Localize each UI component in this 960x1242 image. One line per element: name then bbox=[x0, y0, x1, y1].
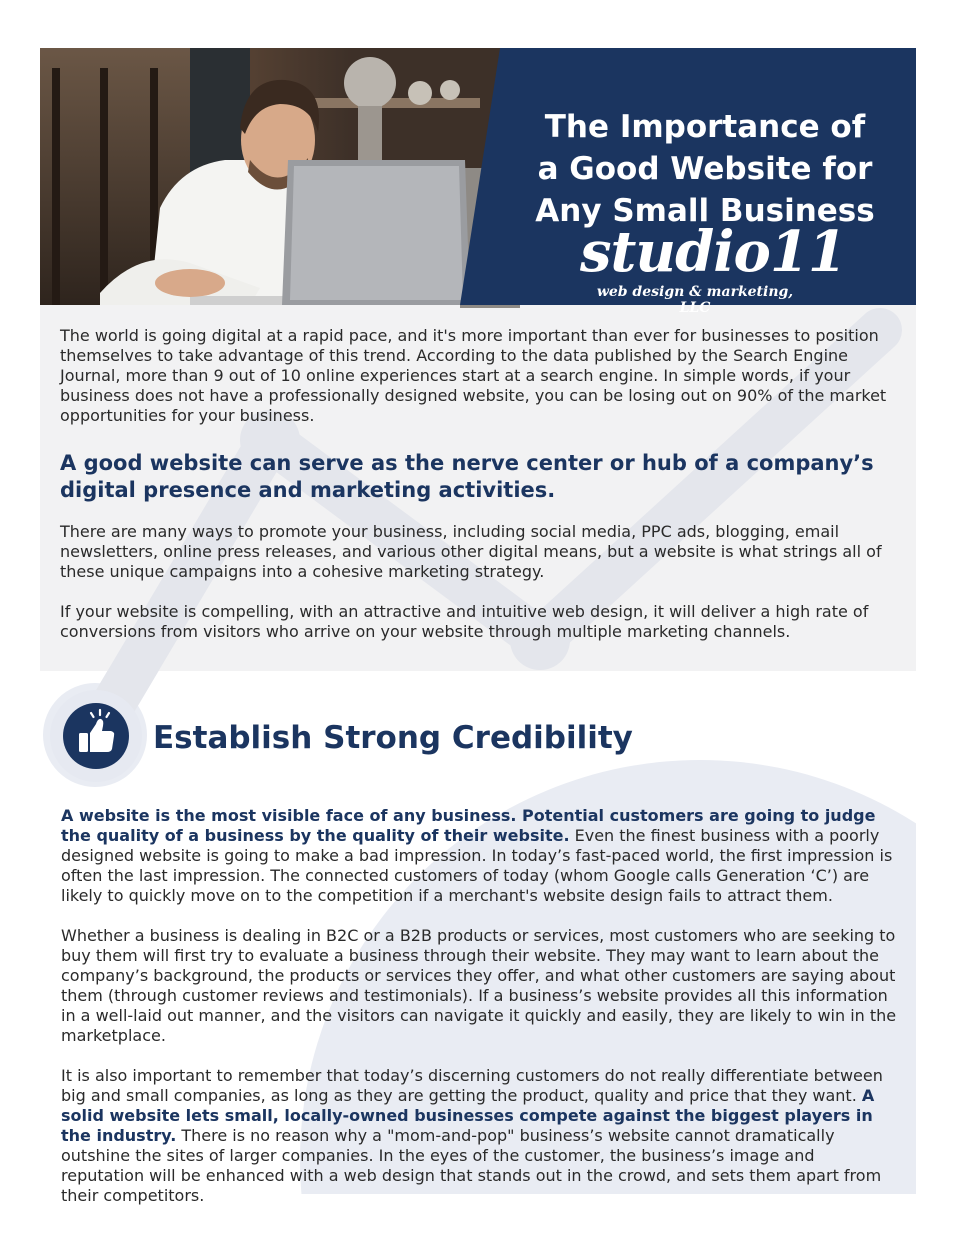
brand-logo-tagline: web design & marketing, LLC bbox=[596, 284, 794, 316]
credibility-paragraph-1 bbox=[61, 806, 901, 906]
credibility-paragraph-2: Whether a business is dealing in B2C or a B2B products or services, most customers who are seeking to buy them will first try to evaluate a business through their website. They may want to learn about the company’s background, the products or services they offer, and what other customers are saying about them (through customer reviews and testimonials). If a business’s website provides all this information in a well-laid out manner, and the visitors can navigate it quickly and easily, they are likely to win in the marketplace. bbox=[61, 926, 897, 1045]
credibility-paragraph-3-highlight: A solid website lets small, locally-owned businesses compete against the biggest players in the industry. bbox=[61, 1086, 875, 1145]
intro-paragraph-3: If your website is compelling, with an attractive and intuitive web design, it will deliver a high rate of conversions from visitors who arrive on your website through multiple marketing channels. bbox=[60, 602, 869, 641]
brand-logo-name: studio11 bbox=[580, 219, 846, 285]
header-banner bbox=[40, 48, 916, 316]
thumbs-up-icon bbox=[48, 688, 144, 784]
credibility-paragraph-3-start: It is also important to remember that today’s discerning customers do not really differentiate between big and small companies, as long as they are getting the product, quality and price that they want. bbox=[61, 1066, 883, 1105]
credibility-heading: Establish Strong Credibility bbox=[153, 720, 633, 756]
banner-title-line-3: Any Small Business bbox=[535, 193, 875, 229]
credibility-paragraph-1-text: Even the finest business with a poorly designed website is going to make a bad impression. In today’s fast-paced world, the first impression is often the last impression. The connected customers of today (whom Google calls Generation ‘C’) are likely to quickly move on to the competition if a merchant's website design fails to attract them. bbox=[61, 826, 893, 905]
banner-title-line-1: The Importance of bbox=[544, 109, 866, 145]
credibility-paragraph-1-highlight: A website is the most visible face of any business. Potential customers are going to judge the quality of a business by the quality of their website. bbox=[61, 806, 876, 845]
intro-content bbox=[60, 326, 900, 642]
credibility-content bbox=[61, 806, 901, 1206]
intro-paragraph-2: There are many ways to promote your business, including social media, PPC ads, blogging, email newsletters, online press releases, and various other digital means, but a website is what strings all of these unique campaigns into a cohesive marketing strategy. bbox=[60, 522, 882, 581]
credibility-paragraph-3 bbox=[61, 1066, 901, 1206]
intro-paragraph: The world is going digital at a rapid pace, and it's more important than ever for businesses to position themselves to take advantage of this trend. According to the data published by the Search Engine Journal, more than 9 out of 10 online experiences start at a search engine. In simple words, if your business does not have a professionally designed website, you can be losing out on 90% of the market opportunities for your business. bbox=[60, 326, 887, 425]
banner-title-line-2: a Good Website for bbox=[537, 151, 873, 187]
intro-subheading: A good website can serve as the nerve center or hub of a company’s digital presence and marketing activities. bbox=[60, 451, 874, 502]
banner-title bbox=[510, 106, 900, 232]
credibility-paragraph-3-end: There is no reason why a "mom-and-pop" business’s website cannot dramatically outshine the sites of larger companies. In the eyes of the customer, the business’s image and reputation will be enhanced with a web design that stands out in the crowd, and sets them apart from their competitors. bbox=[61, 1126, 882, 1205]
